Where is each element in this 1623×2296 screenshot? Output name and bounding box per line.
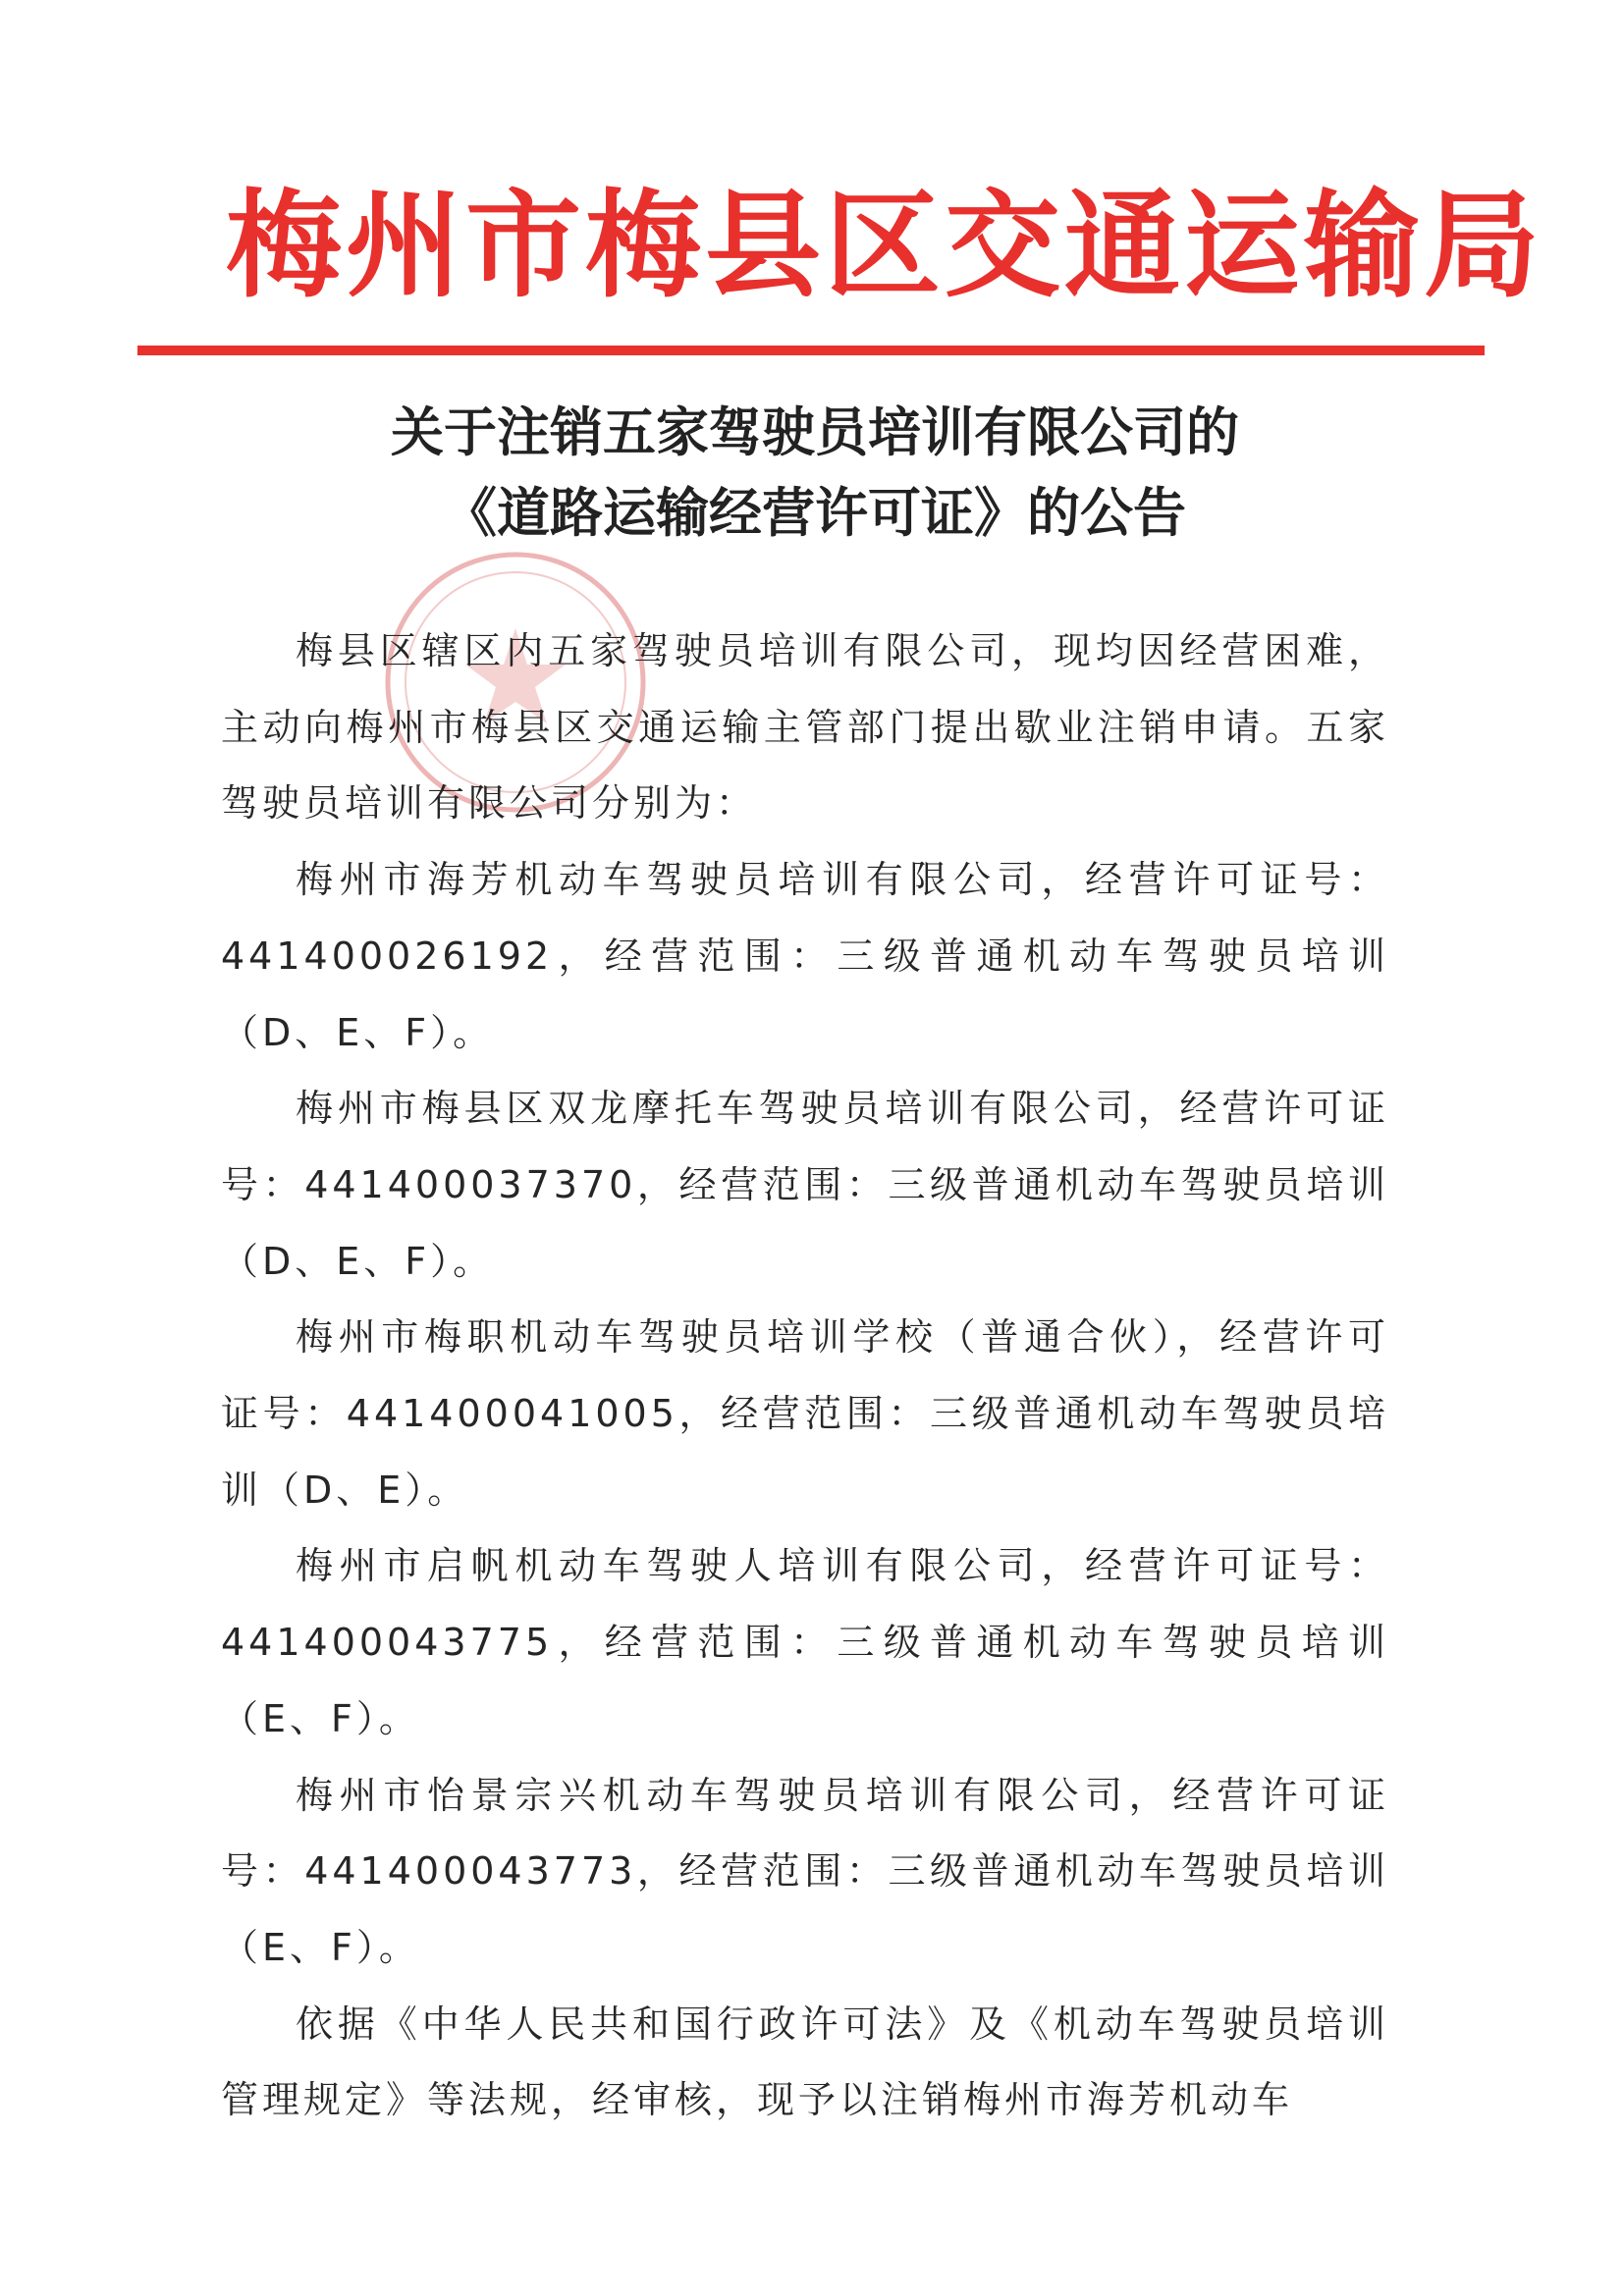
company-paragraph-1: 梅州市海芳机动车驾驶员培训有限公司，经营许可证号：441400026192，经营范围：三级普通机动车驾驶员培训（D、E、F）。 [221, 858, 1389, 1054]
document-title-line-1: 关于注销五家驾驶员培训有限公司的 [391, 400, 1239, 463]
header-divider [137, 346, 1485, 355]
agency-header: 梅州市梅县区交通运输局 [226, 177, 1544, 313]
company-paragraph-2: 梅州市梅县区双龙摩托车驾驶员培训有限公司，经营许可证号：441400037370，经营范围：三级普通机动车驾驶员培训（D、E、F）。 [221, 1087, 1389, 1283]
company-paragraph-4: 梅州市启帆机动车驾驶人培训有限公司，经营许可证号：441400043775，经营范围：三级普通机动车驾驶员培训（E、F）。 [221, 1544, 1389, 1740]
intro-paragraph: 梅县区辖区内五家驾驶员培训有限公司，现均因经营困难，主动向梅州市梅县区交通运输主管部门提出歇业注销申请。五家驾驶员培训有限公司分别为： [221, 629, 1389, 826]
company-paragraph-5: 梅州市怡景宗兴机动车驾驶员培训有限公司，经营许可证号：441400043773，经营范围：三级普通机动车驾驶员培训（E、F）。 [221, 1773, 1389, 1969]
announcement-body [221, 614, 1389, 2139]
legal-basis-paragraph: 依据《中华人民共和国行政许可法》及《机动车驾驶员培训管理规定》等法规，经审核，现予以注销梅州市海芳机动车 [221, 2002, 1389, 2122]
document-title-line-2: 《道路运输经营许可证》的公告 [444, 481, 1186, 544]
company-paragraph-3: 梅州市梅职机动车驾驶员培训学校（普通合伙），经营许可证号：441400041005，经营范围：三级普通机动车驾驶员培训（D、E）。 [221, 1315, 1389, 1512]
